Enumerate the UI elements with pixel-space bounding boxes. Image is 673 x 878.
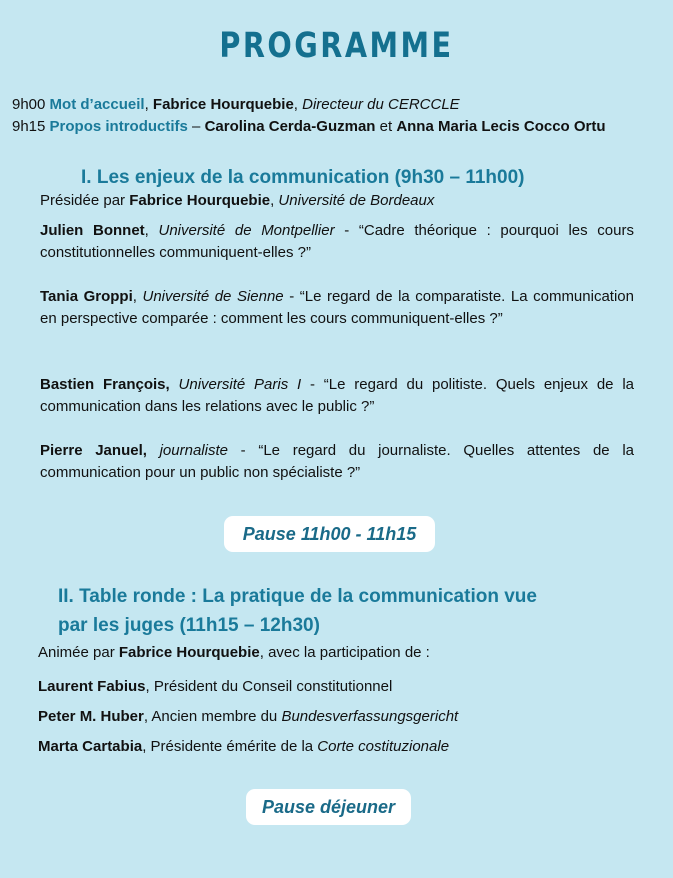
panelist-item: Marta Cartabia, Présidente émérite de la Corte costituzionale [38, 738, 450, 755]
panelist-name: Laurent Fabius [38, 678, 146, 695]
talk-item: Tania Groppi, Université de Sienne - “Le regard de la comparatiste. La communication en perspective comparée : comment les cours communiquent-elles ?” [40, 288, 634, 327]
intro-speaker: Fabrice Hourquebie [152, 96, 294, 113]
talk-speaker: Tania Groppi [40, 288, 133, 305]
intro-opening: 9h15 Propos introductifs – Carolina Cerda-Guzman et Anna Maria Lecis Cocco Ortu [12, 118, 606, 135]
intro-role: Directeur du CERCCLE [302, 96, 460, 113]
section-2-title: II. Table ronde : La pratique de la communication vue par les juges (11h15 – 12h30) [58, 586, 537, 636]
pause-badge: Pause 11h00 - 11h15 [224, 516, 435, 552]
panelist-item: Laurent Fabius, Président du Conseil constitutionnel [38, 678, 393, 695]
lunch-badge: Pause déjeuner [246, 789, 411, 825]
intro-label: Propos introductifs [49, 118, 188, 135]
talk-speaker: Julien Bonnet [40, 222, 145, 239]
talk-speaker: Bastien François, [40, 376, 170, 393]
talk-affiliation: journaliste [159, 442, 228, 459]
talk-title: - “Le regard du journaliste. Quelles attentes de la communication pour un public non spécialiste ?” [40, 442, 634, 481]
intro-speaker: Anna Maria Lecis Cocco Ortu [396, 118, 606, 135]
talk-title: - “Le regard du politiste. Quels enjeux de la communication dans les relations avec le public ?” [40, 376, 635, 415]
talk-item [40, 374, 634, 418]
intro-time: 9h15 [12, 118, 50, 135]
section-2-chair: Animée par Fabrice Hourquebie, avec la participation de : [38, 644, 430, 661]
talk-speaker: Pierre Januel, [40, 442, 147, 459]
panelist-name: Peter M. Huber [38, 708, 144, 725]
intro-label: Mot d’accueil [49, 96, 145, 113]
talk-title: - “Le regard de la comparatiste. La communication en perspective comparée : comment les cours communiquent-elles ?” [40, 288, 634, 327]
panelist-item: Peter M. Huber, Ancien membre du Bundesverfassungsgericht [38, 708, 459, 725]
talk-affiliation: Université de Sienne [142, 288, 284, 305]
section-1-title: I. Les enjeux de la communication (9h30 – 11h00) [81, 167, 525, 188]
panelist-name: Marta Cartabia [38, 738, 143, 755]
intro-welcome: 9h00 Mot d’accueil, Fabrice Hourquebie, Directeur du CERCCLE [12, 96, 460, 113]
talk-affiliation: Université de Montpellier [158, 222, 335, 239]
talk-title: - “Cadre théorique : pourquoi les cours constitutionnelles communiquent-elles ?” [40, 222, 634, 261]
talk-item [40, 440, 634, 484]
intro-speaker: Carolina Cerda-Guzman [204, 118, 376, 135]
page-title: PROGRAMME [219, 26, 454, 66]
talk-affiliation: Université Paris I [178, 376, 302, 393]
talk-item: Julien Bonnet, Université de Montpellier - “Cadre théorique : pourquoi les cours constitutionnelles communiquent-elles ?” [40, 222, 634, 261]
intro-time: 9h00 [12, 96, 50, 113]
section-1-chair: Présidée par Fabrice Hourquebie, Université de Bordeaux [40, 192, 435, 209]
